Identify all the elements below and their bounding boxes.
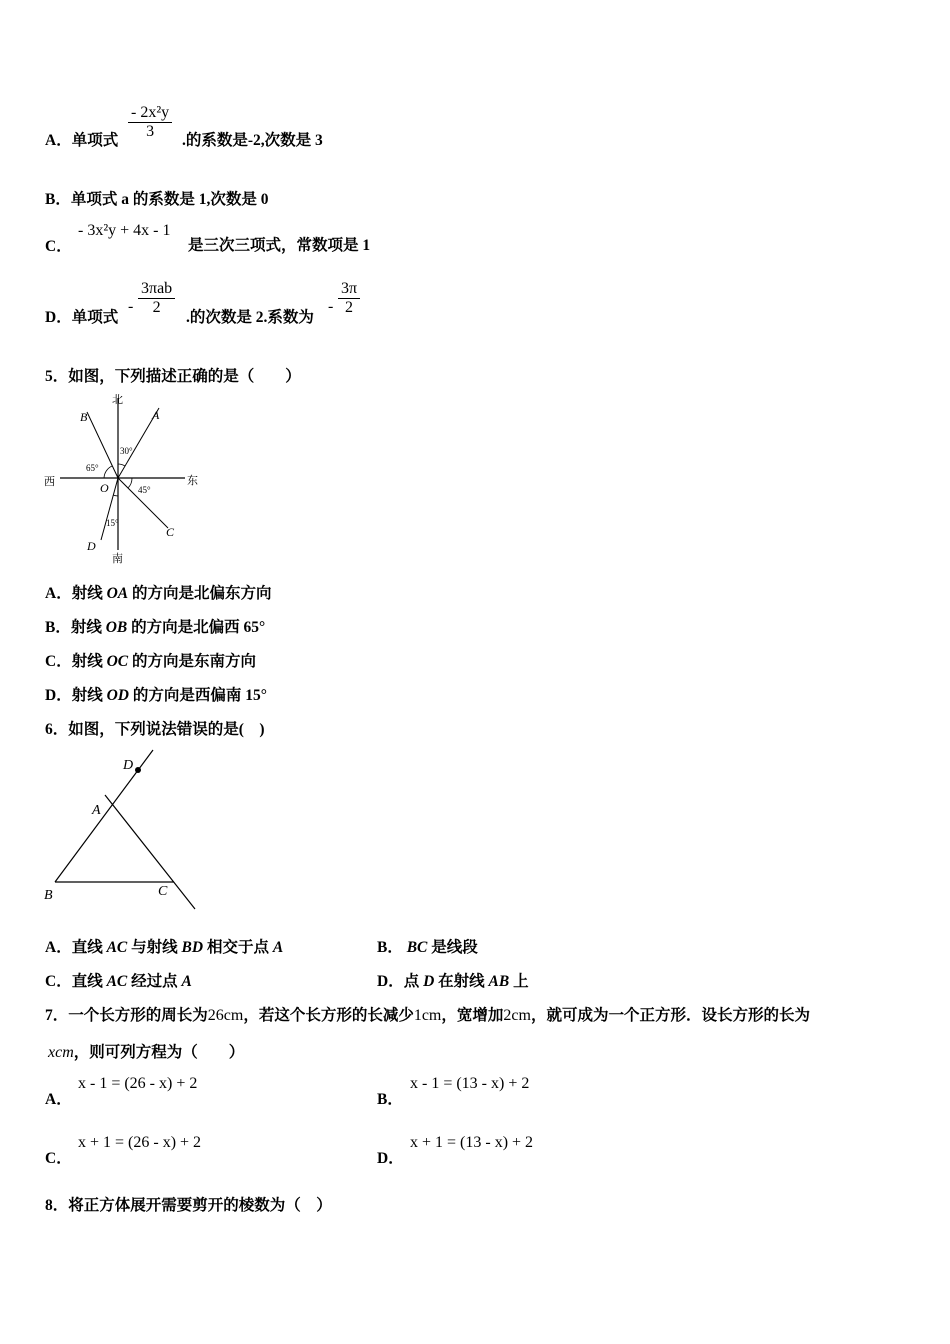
label-point-d: D — [87, 539, 96, 553]
option-text: 的方向是西偏南 15° — [132, 687, 267, 704]
ray-name: OC — [106, 653, 129, 670]
q4-option-d-minus-1: - — [128, 298, 134, 315]
point-name: D — [423, 973, 435, 990]
option-text: C．直线 — [45, 973, 103, 990]
point-name: A — [272, 939, 284, 956]
q4-option-b: B．单项式 a 的系数是 1,次数是 0 — [45, 191, 269, 208]
ray-name: AB — [488, 973, 510, 990]
q6-option-a — [45, 935, 283, 957]
q7-option-c-label: C． — [45, 1150, 72, 1167]
option-text: 上 — [513, 973, 529, 990]
q7-stem-line-2 — [48, 1040, 244, 1062]
q5-option-d — [45, 683, 267, 705]
angle-arc-30 — [118, 464, 125, 466]
line-ac — [105, 795, 195, 909]
option-prefix: C．射线 — [45, 653, 103, 670]
ray-name: BD — [181, 939, 204, 956]
q7-option-c-expression: x + 1 = (26 - x) + 2 — [78, 1134, 202, 1151]
line-name: AC — [106, 939, 128, 956]
option-text: D．点 — [377, 973, 420, 990]
q4-option-d-mid: .的次数是 2.系数为 — [186, 309, 314, 326]
option-prefix: D．射线 — [45, 687, 103, 704]
q4-option-a-label: A．单项式 — [45, 132, 119, 149]
option-text: A．直线 — [45, 939, 103, 956]
angle-arc-45 — [128, 478, 132, 488]
label-point-b: B — [80, 410, 88, 424]
q5-option-c — [45, 649, 256, 671]
q7-option-d-label: D． — [377, 1150, 404, 1167]
label-angle-45: 45° — [138, 485, 151, 495]
q4-option-a-fraction — [128, 104, 172, 141]
math-value: 1cm — [413, 1007, 442, 1024]
q4-option-d-minus-2: - — [328, 298, 334, 315]
label-south: 南 — [112, 553, 123, 565]
option-text: B． — [377, 939, 403, 956]
stem-text: ，则可列方程为（ ） — [73, 1044, 245, 1061]
label-east: 东 — [187, 475, 198, 487]
q4-option-d-label: D．单项式 — [45, 309, 119, 326]
q7-option-d-expression: x + 1 = (13 - x) + 2 — [410, 1134, 534, 1151]
q5-option-b — [45, 615, 265, 637]
label-point-c: C — [166, 525, 175, 539]
segment-name: BC — [406, 939, 428, 956]
label-point-a: A — [152, 408, 160, 422]
q5-stem: 5．如图，下列描述正确的是（ ） — [45, 368, 301, 385]
angle-arc-65 — [104, 466, 112, 478]
option-text: 与射线 — [131, 939, 178, 956]
point-name: A — [181, 973, 192, 990]
q4-option-d-fraction-1 — [138, 280, 175, 317]
math-value: 26cm — [207, 1007, 244, 1024]
fraction-numerator: 3πab — [138, 280, 175, 299]
q5-compass-figure — [40, 388, 210, 568]
q6-triangle-figure — [40, 745, 210, 915]
label-north: 北 — [112, 394, 123, 406]
q4-option-c-tail: 是三次三项式，常数项是 1 — [188, 237, 371, 254]
q7-option-b-label: B． — [377, 1091, 403, 1108]
stem-text: ，若这个长方形的长减少 — [243, 1007, 414, 1024]
stem-text: ，宽增加 — [441, 1007, 504, 1024]
math-value: xcm — [48, 1044, 74, 1061]
label-point-d: D — [123, 758, 134, 773]
point-d-dot — [135, 767, 141, 773]
label-point-b: B — [44, 888, 53, 903]
q7-option-a-label: A． — [45, 1091, 72, 1108]
label-point-c: C — [158, 884, 168, 899]
label-angle-15: 15° — [106, 518, 119, 528]
q4-option-a — [45, 128, 118, 150]
q7-option-b-expression: x - 1 = (13 - x) + 2 — [410, 1075, 530, 1092]
q7-option-a-expression: x - 1 = (26 - x) + 2 — [78, 1075, 198, 1092]
option-text: 是线段 — [431, 939, 478, 956]
ray-name: OA — [106, 585, 129, 602]
fraction-denominator: 2 — [345, 299, 354, 316]
option-prefix: A．射线 — [45, 585, 103, 602]
q5-option-a — [45, 581, 272, 603]
q6-stem: 6．如图，下列说法错误的是( ) — [45, 721, 265, 738]
fraction-denominator: 2 — [152, 299, 161, 316]
q8-stem: 8．将正方体展开需要剪开的棱数为（ ） — [45, 1197, 332, 1214]
fraction-numerator: - 2x²y — [128, 104, 172, 123]
ray-name: OD — [106, 687, 129, 704]
stem-text: 7．一个长方形的周长为 — [45, 1007, 208, 1024]
fraction-denominator: 3 — [146, 123, 155, 140]
math-value: 2cm — [503, 1007, 531, 1024]
angle-arc-15 — [113, 495, 118, 496]
label-angle-65: 65° — [86, 463, 99, 473]
q6-option-c — [45, 969, 192, 991]
option-text: 在射线 — [438, 973, 485, 990]
ray-name: OB — [105, 619, 128, 636]
option-text: 的方向是东南方向 — [132, 653, 257, 670]
stem-text: ，就可成为一个正方形．设长方形的长为 — [530, 1007, 810, 1024]
label-point-o: O — [100, 481, 109, 495]
q4-option-d-fraction-2 — [338, 280, 360, 317]
fraction-numerator: 3π — [338, 280, 360, 299]
q6-option-d — [377, 969, 529, 991]
line-name: AC — [106, 973, 128, 990]
option-prefix: B．射线 — [45, 619, 102, 636]
q4-option-a-tail: .的系数是-2,次数是 3 — [182, 132, 323, 149]
option-text: 的方向是北偏西 65° — [131, 619, 266, 636]
q4-option-c-label: C． — [45, 238, 72, 255]
label-angle-30: 30° — [120, 446, 133, 456]
q7-stem-line-1 — [45, 1003, 810, 1025]
label-west: 西 — [44, 476, 55, 488]
option-text: 经过点 — [131, 973, 178, 990]
label-point-a: A — [92, 803, 101, 818]
q6-option-b — [377, 935, 478, 957]
option-text: 的方向是北偏东方向 — [132, 585, 272, 602]
q4-option-c-expression: - 3x²y + 4x - 1 — [78, 222, 171, 239]
option-text: 相交于点 — [206, 939, 269, 956]
